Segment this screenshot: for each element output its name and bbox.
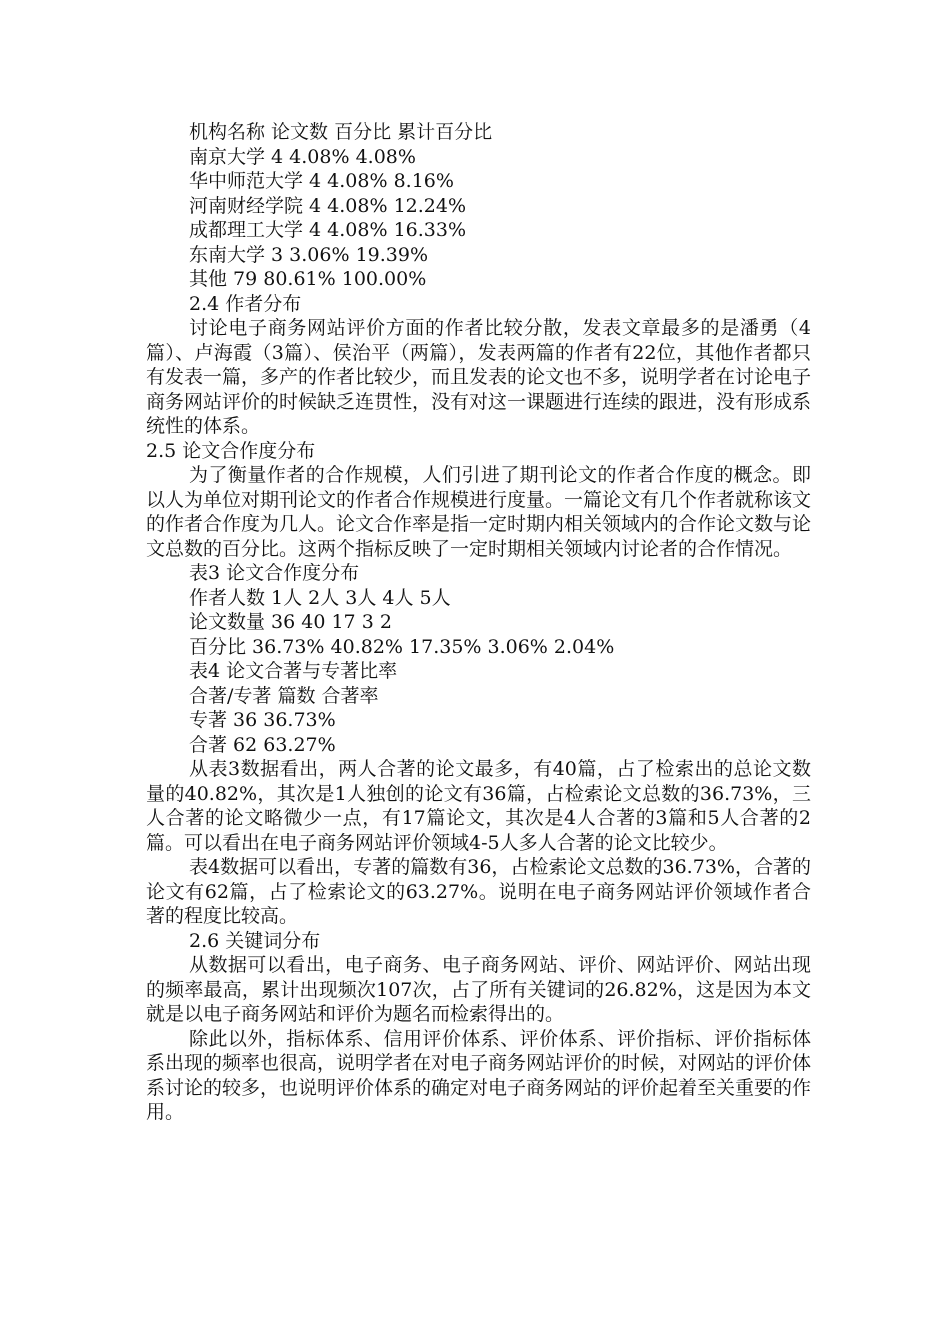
cooperation-paragraph: 为了衡量作者的合作规模，人们引进了期刊论文的作者合作度的概念。即以人为单位对期刊论文的作者合作规模进行度量。一篇论文有几个作者就称该文的作者合作度为几人。论文合作率是指一定时期内相关领域内的合作论文数与论文总数的百分比。这两个指标反映了一定时期相关领域内讨论者的合作情况。 xyxy=(146,464,812,560)
table3-row: 论文数量 36 40 17 3 2 xyxy=(189,611,392,633)
table4-caption: 表4 论文合著与专著比率 xyxy=(189,660,398,682)
keywords-paragraph-1: 从数据可以看出，电子商务、电子商务网站、评价、网站评价、网站出现的频率最高，累计出现频次107次，占了所有关键词的26.82%，这是因为本文就是以电子商务网站和评价为题名而检索得出的。 xyxy=(146,954,811,1025)
section-heading-author-distribution: 2.4 作者分布 xyxy=(189,292,302,315)
table4-row: 专著 36 36.73% xyxy=(189,709,336,731)
section-heading-cooperation: 2.5 论文合作度分布 xyxy=(146,439,316,462)
document-page xyxy=(146,120,811,1125)
institution-table-row: 成都理工大学 4 4.08% 16.33% xyxy=(189,219,467,241)
table4-row: 合著 62 63.27% xyxy=(189,733,336,756)
table4-analysis-paragraph: 表4数据可以看出，专著的篇数有36，占检索论文总数的36.73%，合著的论文有62篇，占了检索论文的63.27%。说明在电子商务网站评价领域作者合著的程度比较高。 xyxy=(146,856,811,927)
institution-table-row: 华中师范大学 4 4.08% 8.16% xyxy=(189,170,454,192)
institution-table xyxy=(146,120,811,292)
table3-row: 百分比 36.73% 40.82% 17.35% 3.06% 2.04% xyxy=(189,635,615,658)
institution-table-row: 东南大学 3 3.06% 19.39% xyxy=(189,243,429,266)
table3-caption: 表3 论文合作度分布 xyxy=(189,562,360,584)
institution-table-row: 河南财经学院 4 4.08% 12.24% xyxy=(189,194,467,217)
institution-table-row: 其他 79 80.61% 100.00% xyxy=(189,268,427,290)
section-heading-keywords: 2.6 关键词分布 xyxy=(189,929,321,952)
author-distribution-paragraph: 讨论电子商务网站评价方面的作者比较分散，发表文章最多的是潘勇（4篇）、卢海霞（3篇）、侯治平（两篇），发表两篇的作者有22位，其他作者都只有发表一篇，多产的作者比较少，而且发表的论文也不多，说明学者在讨论电子商务网站评价的时候缺乏连贯性，没有对这一课题进行连续的跟进，没有形成系统性的体系。 xyxy=(146,317,812,437)
institution-table-header: 机构名称 论文数 百分比 累计百分比 xyxy=(189,121,493,143)
table4-row: 合著/专著 篇数 合著率 xyxy=(189,684,379,707)
institution-table-row: 南京大学 4 4.08% 4.08% xyxy=(189,145,416,168)
table3-analysis-paragraph: 从表3数据看出，两人合著的论文最多，有40篇，占了检索出的总论文数量的40.82%，其次是1人独创的论文有36篇，占检索论文总数的36.73%，三人合著的论文略微少一点，有17篇论文，其次是4人合著的3篇和5人合著的2篇。可以看出在电子商务网站评价领域4-5人多人合著的论文比较少。 xyxy=(146,758,811,854)
keywords-paragraph-2: 除此以外，指标体系、信用评价体系、评价体系、评价指标、评价指标体系出现的频率也很高，说明学者在对电子商务网站评价的时候，对网站的评价体系讨论的较多，也说明评价体系的确定对电子商务网站的评价起着至关重要的作用。 xyxy=(146,1027,812,1123)
table3-row: 作者人数 1人 2人 3人 4人 5人 xyxy=(189,586,451,609)
